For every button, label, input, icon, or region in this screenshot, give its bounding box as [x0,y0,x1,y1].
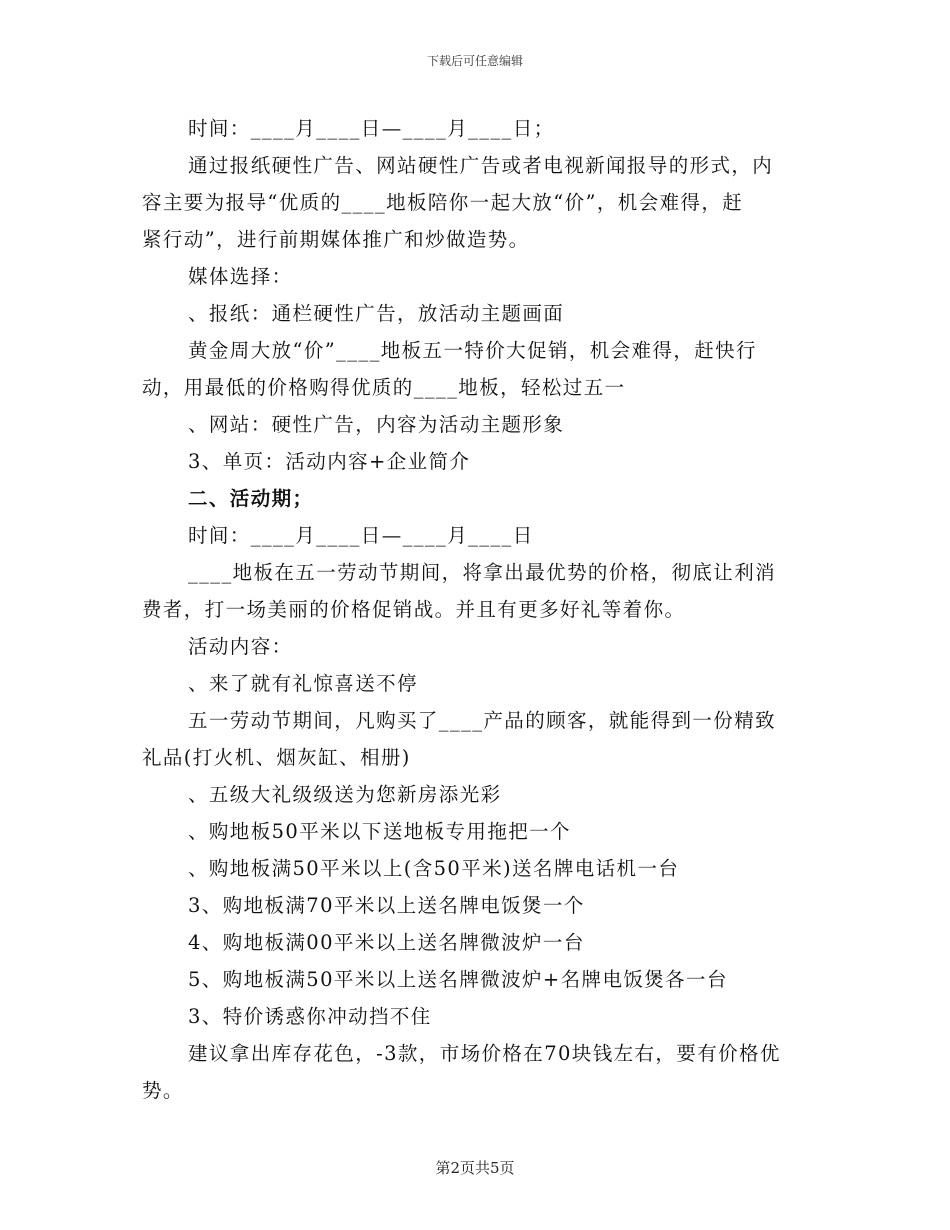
text-line: 、购地板满50平米以上(含50平米)送名牌电话机一台 [188,857,680,880]
text-line: 动，用最低的价格购得优质的____地板，轻松过五一 [142,376,626,399]
text-line: 礼品(打火机、烟灰缸、相册) [142,746,411,769]
section-heading: 二、活动期； [188,487,314,510]
text-line: 、五级大礼级级送为您新房添光彩 [188,783,502,806]
text-line: 3、特价诱惑你冲动挡不住 [188,1005,432,1028]
text-line: 势。 [142,1079,184,1102]
page-header: 下载后可任意编辑 [426,54,523,68]
document-body [142,110,810,1109]
text-line: 建议拿出库存花色，-3款，市场价格在70块钱左右，要有价格优 [188,1042,781,1065]
text-line: 五一劳动节期间，凡购买了____产品的顾客，就能得到一份精致 [188,709,777,732]
text-line: 5、购地板满50平米以上送名牌微波炉+名牌电饭煲各一台 [188,968,728,991]
text-line: 4、购地板满00平米以上送名牌微波炉一台 [188,931,585,954]
page-footer: 第2页共5页 [435,1159,515,1177]
text-line: 活动内容： [188,635,293,658]
text-line: 费者，打一场美丽的价格促销战。并且有更多好礼等着你。 [142,598,686,621]
text-line: 、报纸：通栏硬性广告，放活动主题画面 [188,302,565,325]
text-line: 时间：____月____日—____月____日 [188,524,534,547]
text-line: ____地板在五一劳动节期间，将拿出最优势的价格，彻底让利消 [188,561,777,584]
text-line: 黄金周大放“价”____地板五一特价大促销，机会难得，赶快行 [188,339,757,362]
text-line: 3、单页：活动内容+企业简介 [188,450,471,473]
text-line: 时间：____月____日—____月____日； [188,117,555,140]
text-line: 媒体选择： [188,265,293,288]
text-line: 、购地板50平米以下送地板专用拖把一个 [188,820,571,843]
text-line: 、来了就有礼惊喜送不停 [188,672,418,695]
text-line: 通过报纸硬性广告、网站硬性广告或者电视新闻报导的形式，内 [188,154,774,177]
text-line: 紧行动”，进行前期媒体推广和炒做造势。 [142,228,530,251]
text-line: 3、购地板满70平米以上送名牌电饭煲一个 [188,894,585,917]
text-line: 容主要为报导“优质的____地板陪你一起大放“价”，机会难得，赶 [142,191,744,214]
text-line: 、网站：硬性广告，内容为活动主题形象 [188,413,565,436]
